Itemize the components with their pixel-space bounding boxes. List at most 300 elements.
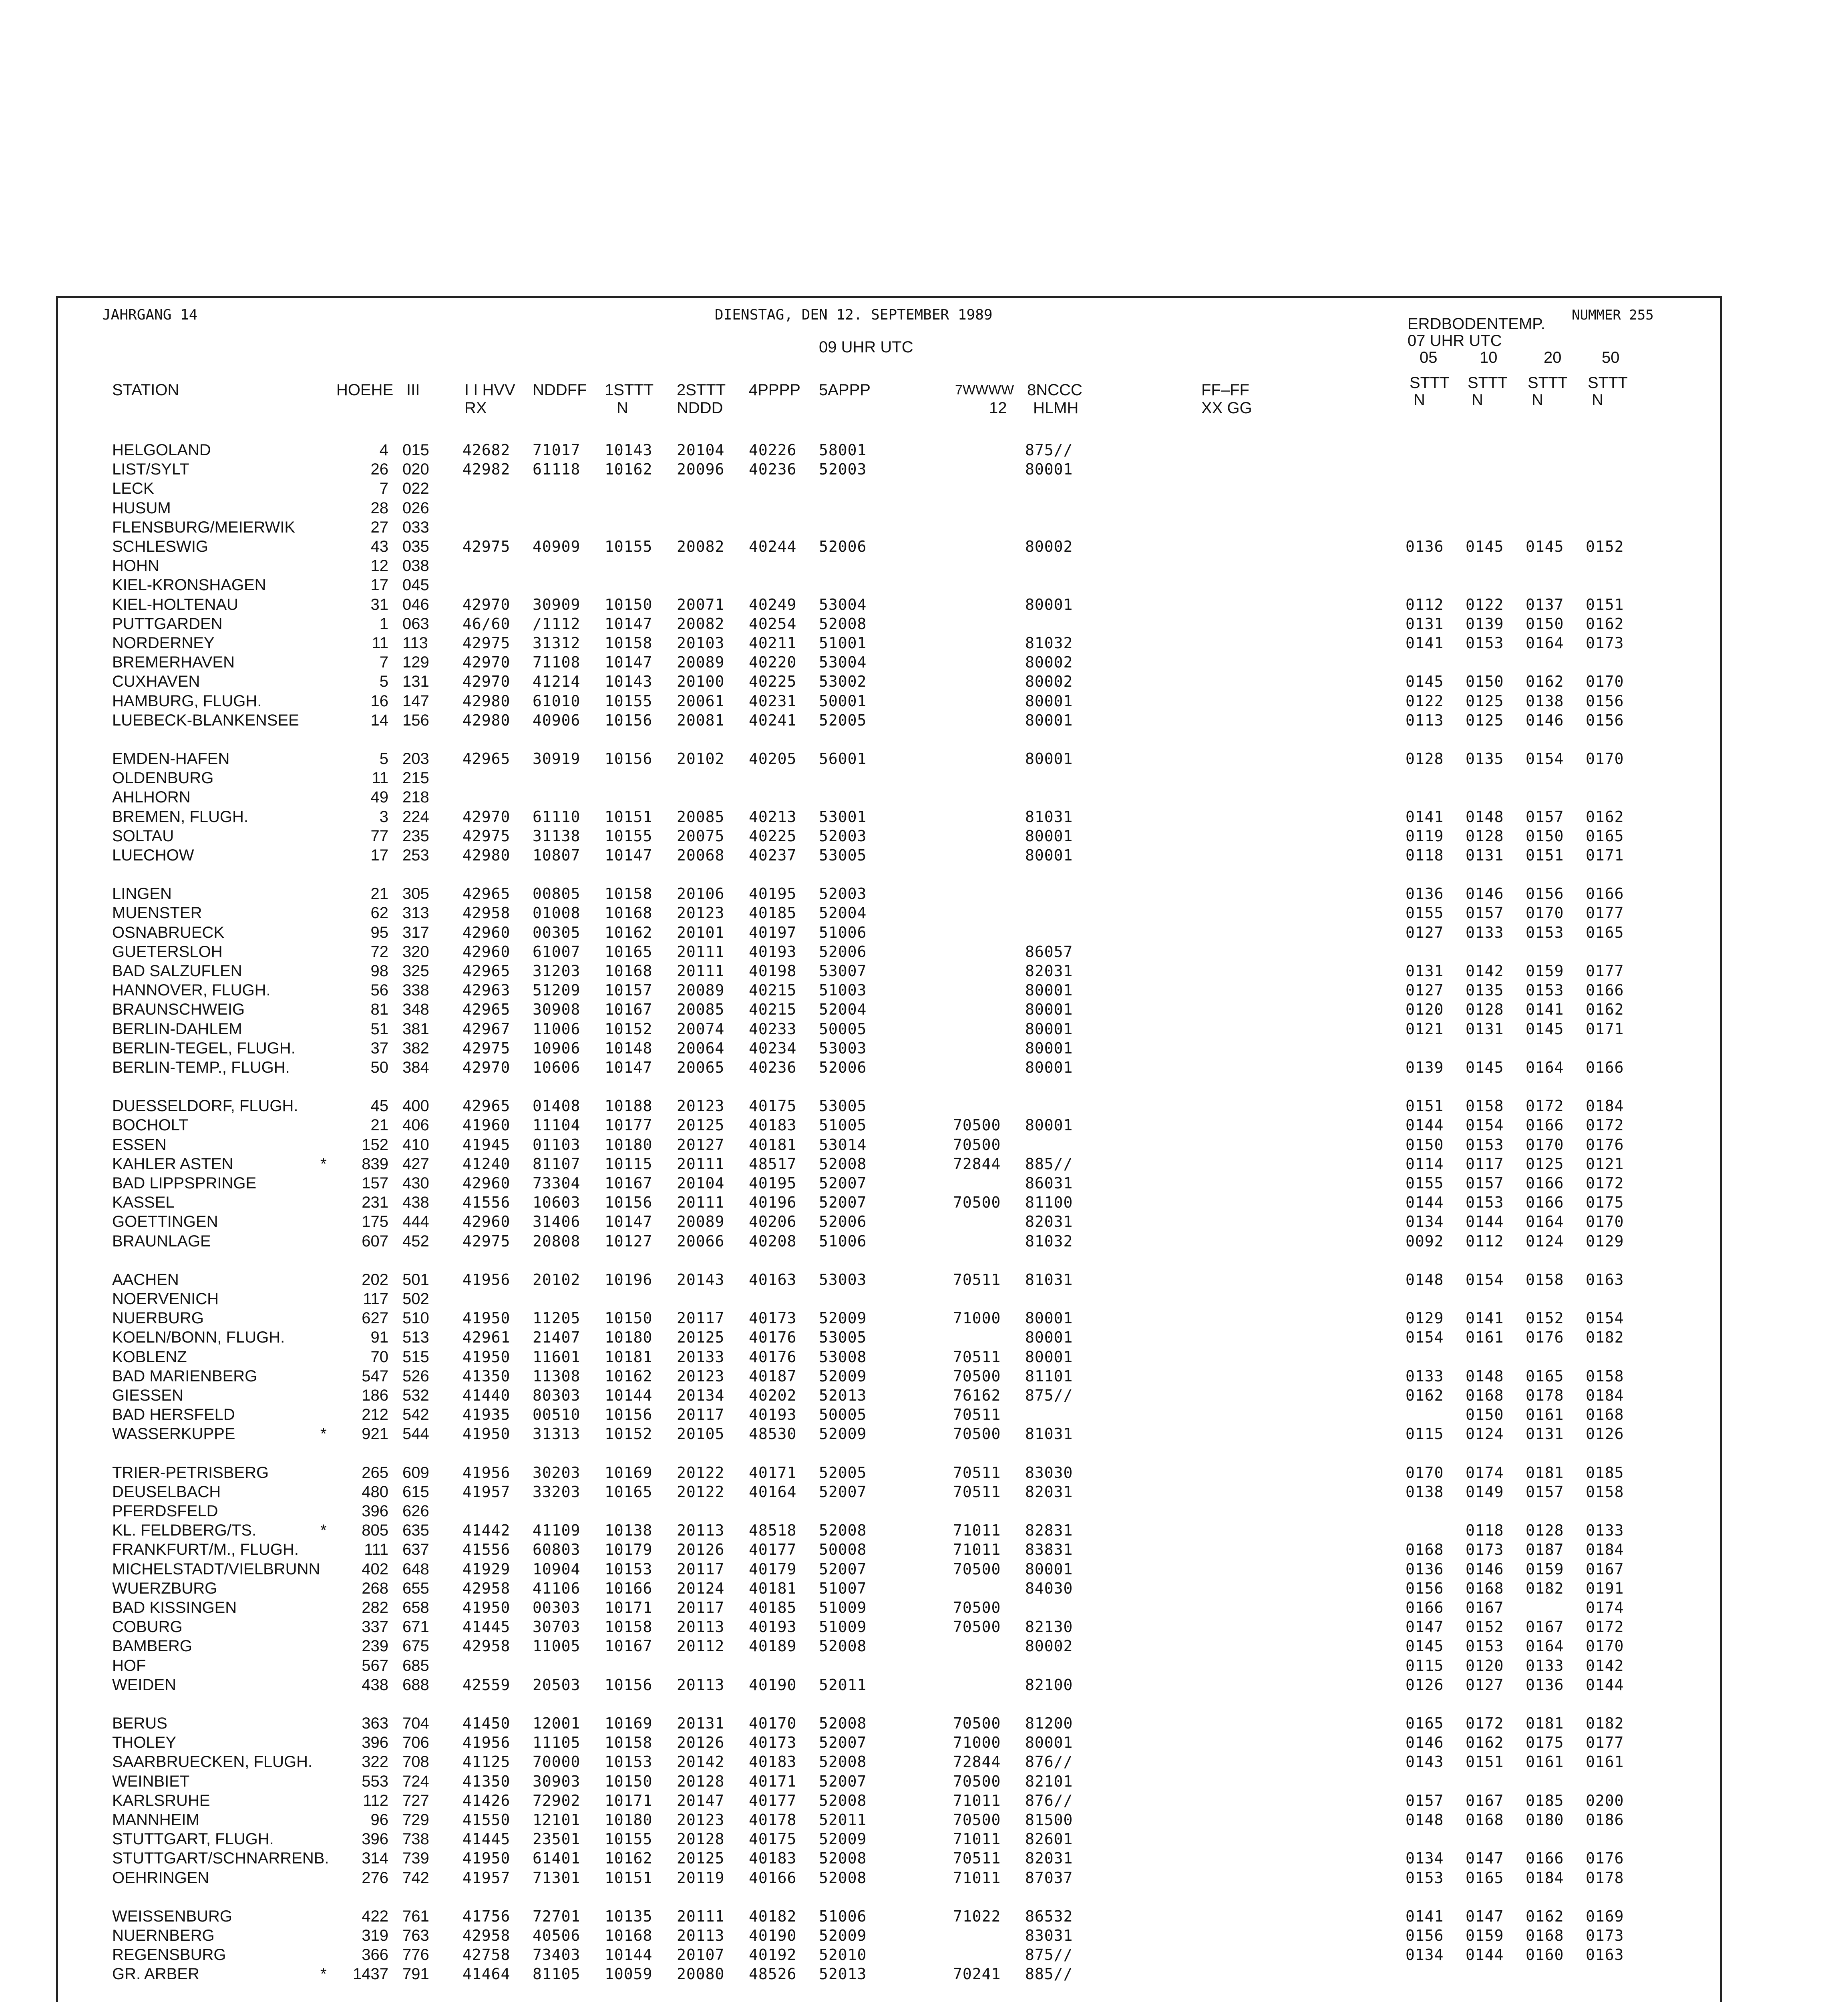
station-row (0, 691, 1848, 711)
station-height: 7 (379, 653, 388, 671)
obs-group: 40185 (749, 904, 797, 922)
obs-group: 40164 (749, 1483, 797, 1501)
soil-temp: 0175 (1586, 1194, 1624, 1212)
soil-temp: 0157 (1466, 1174, 1504, 1192)
soil-depth: 05 (1420, 349, 1438, 366)
soil-temp: 0176 (1586, 1849, 1624, 1867)
station-name: GR. ARBER (112, 1965, 199, 1983)
cloud-group: 84030 (1025, 1579, 1073, 1597)
obs-group: 41957 (463, 1483, 511, 1501)
station-row (0, 942, 1848, 961)
station-height: 91 (370, 1329, 388, 1347)
obs-group: 58001 (819, 441, 867, 459)
soil-temp: 0131 (1466, 846, 1504, 864)
station-height: 627 (362, 1309, 388, 1327)
soil-temp: 0137 (1526, 595, 1564, 613)
obs-group: 40254 (749, 615, 797, 633)
soil-temp: 0152 (1526, 1309, 1564, 1327)
obs-group: 40906 (533, 711, 581, 729)
obs-group: 71301 (533, 1869, 581, 1887)
soil-temp: 0146 (1466, 885, 1504, 903)
station-name: FRANKFURT/M., FLUGH. (112, 1541, 299, 1559)
station-name: AHLHORN (112, 788, 191, 806)
obs-group: 10152 (605, 1425, 653, 1443)
station-height: 366 (362, 1946, 388, 1964)
obs-group: 30908 (533, 1001, 581, 1019)
obs-group: 53007 (819, 962, 867, 980)
obs-group: 40176 (749, 1348, 797, 1366)
station-name: HANNOVER, FLUGH. (112, 981, 271, 999)
obs-group: 20071 (677, 595, 725, 613)
obs-group: 48526 (749, 1965, 797, 1983)
cloud-group: 876// (1025, 1753, 1073, 1771)
obs-group: 51007 (819, 1579, 867, 1597)
obs-group: 10115 (605, 1155, 653, 1173)
obs-group: 20117 (677, 1560, 725, 1578)
mountain-station-mark: * (320, 1425, 327, 1443)
obs-group: 40220 (749, 653, 797, 671)
cloud-group: 80001 (1025, 1039, 1073, 1057)
station-row (0, 1521, 1848, 1540)
soil-temp: 0168 (1466, 1811, 1504, 1829)
soil-temp: 0164 (1526, 1059, 1564, 1076)
obs-group: 42960 (463, 943, 511, 961)
soil-temp: 0139 (1406, 1059, 1444, 1076)
cloud-group: 80002 (1025, 1637, 1073, 1655)
obs-group: 20131 (677, 1715, 725, 1732)
obs-group: 20112 (677, 1637, 725, 1655)
station-height: 276 (362, 1869, 388, 1887)
soil-temp: 0092 (1406, 1232, 1444, 1250)
obs-group: 10165 (605, 943, 653, 961)
station-name: BERUS (112, 1715, 167, 1732)
station-table (0, 440, 1848, 2002)
station-id: 253 (402, 846, 429, 864)
station-name: SCHLESWIG (112, 538, 209, 555)
obs-group: 20102 (533, 1270, 581, 1288)
soil-temp: 0129 (1406, 1309, 1444, 1327)
obs-group: 31406 (533, 1213, 581, 1231)
weather-group: 70500 (953, 1136, 1001, 1154)
weather-group: 70500 (953, 1772, 1001, 1790)
station-name: TRIER-PETRISBERG (112, 1463, 269, 1481)
cloud-group: 82031 (1025, 962, 1073, 980)
soil-temp: 0166 (1526, 1116, 1564, 1134)
obs-group: 10127 (605, 1232, 653, 1250)
station-name: LUEBECK-BLANKENSEE (112, 711, 299, 729)
soil-temp: 0168 (1406, 1541, 1444, 1559)
soil-temp: 0128 (1466, 827, 1504, 845)
soil-temp: 0156 (1586, 711, 1624, 729)
soil-temp: 0170 (1526, 904, 1564, 922)
soil-temp: 0151 (1466, 1753, 1504, 1771)
soil-temp: 0200 (1586, 1791, 1624, 1809)
station-id: 045 (402, 576, 429, 594)
col-soil-50-n: N (1592, 391, 1603, 409)
obs-group: 10167 (605, 1001, 653, 1019)
obs-group: 10158 (605, 1618, 653, 1636)
cloud-group: 875// (1025, 441, 1073, 459)
obs-group: 20111 (677, 962, 725, 980)
obs-group: 20085 (677, 1001, 725, 1019)
cloud-group: 82101 (1025, 1772, 1073, 1790)
obs-group: 42958 (463, 1637, 511, 1655)
obs-group: 12101 (533, 1811, 581, 1829)
station-height: 14 (370, 711, 388, 729)
cloud-group: 81031 (1025, 1270, 1073, 1288)
obs-group: 52007 (819, 1174, 867, 1192)
station-id: 224 (402, 808, 429, 826)
obs-group: 52008 (819, 1849, 867, 1867)
obs-group: 40166 (749, 1869, 797, 1887)
obs-group: 41950 (463, 1599, 511, 1616)
soil-temp: 0173 (1586, 1927, 1624, 1944)
station-name: BAD MARIENBERG (112, 1367, 257, 1385)
obs-group: 10188 (605, 1097, 653, 1115)
station-height: 72 (370, 943, 388, 961)
obs-group: 10150 (605, 595, 653, 613)
soil-temp: 0154 (1466, 1116, 1504, 1134)
station-id: 502 (402, 1290, 429, 1308)
obs-group: 51006 (819, 1232, 867, 1250)
obs-group: 40171 (749, 1772, 797, 1790)
station-height: 43 (370, 538, 388, 555)
station-id: 020 (402, 460, 429, 478)
obs-group: 52005 (819, 711, 867, 729)
soil-temp: 0171 (1586, 1020, 1624, 1038)
station-id: 320 (402, 943, 429, 961)
station-row (0, 1463, 1848, 1482)
obs-group: 42965 (463, 885, 511, 903)
station-id: 215 (402, 769, 429, 787)
station-id: 704 (402, 1715, 429, 1732)
weather-group: 70500 (953, 1811, 1001, 1829)
obs-group: 42980 (463, 846, 511, 864)
station-id: 791 (402, 1965, 429, 1983)
obs-group: 41426 (463, 1791, 511, 1809)
soil-temp: 0148 (1466, 1367, 1504, 1385)
obs-group: 01008 (533, 904, 581, 922)
obs-group: 52007 (819, 1734, 867, 1752)
obs-group: 41350 (463, 1772, 511, 1790)
obs-group: 31312 (533, 634, 581, 652)
obs-group: 40178 (749, 1811, 797, 1829)
soil-temp: 0177 (1586, 904, 1624, 922)
soil-temp: 0153 (1466, 1637, 1504, 1655)
obs-group: 10196 (605, 1270, 653, 1288)
soil-temp: 0184 (1526, 1869, 1564, 1887)
soil-temp: 0168 (1526, 1927, 1564, 1944)
cloud-group: 82100 (1025, 1676, 1073, 1694)
obs-group: 40225 (749, 673, 797, 691)
obs-group: 10151 (605, 1869, 653, 1887)
obs-group: 51009 (819, 1599, 867, 1616)
soil-temp: 0144 (1466, 1946, 1504, 1964)
obs-group: 20119 (677, 1869, 725, 1887)
obs-group: 52007 (819, 1560, 867, 1578)
station-id: 685 (402, 1656, 429, 1674)
station-name: KARLSRUHE (112, 1791, 210, 1809)
obs-group: 41956 (463, 1270, 511, 1288)
obs-group: 40187 (749, 1367, 797, 1385)
obs-group: 40195 (749, 1174, 797, 1192)
weather-group: 71000 (953, 1309, 1001, 1327)
cloud-group: 875// (1025, 1387, 1073, 1404)
obs-group: 40177 (749, 1791, 797, 1809)
obs-group: 42975 (463, 634, 511, 652)
obs-group: 40183 (749, 1753, 797, 1771)
station-id: 038 (402, 557, 429, 575)
station-name: REGENSBURG (112, 1946, 226, 1964)
obs-group: 40176 (749, 1329, 797, 1347)
soil-temp: 0172 (1466, 1715, 1504, 1732)
issue-date: DIENSTAG, DEN 12. SEPTEMBER 1989 (715, 307, 993, 323)
station-row (0, 1617, 1848, 1636)
station-name: BOCHOLT (112, 1116, 189, 1134)
obs-group: 20082 (677, 615, 725, 633)
col-2sttt-nddd: NDDD (677, 399, 723, 417)
cloud-group: 80001 (1025, 711, 1073, 729)
station-id: 513 (402, 1329, 429, 1347)
obs-group: 40234 (749, 1039, 797, 1057)
station-id: 708 (402, 1753, 429, 1771)
obs-group: 40213 (749, 808, 797, 826)
cloud-group: 80001 (1025, 1309, 1073, 1327)
soil-temp: 0173 (1586, 634, 1624, 652)
station-height: 268 (362, 1579, 388, 1597)
obs-group: 20117 (677, 1599, 725, 1616)
station-row (0, 1212, 1848, 1231)
soil-temp: 0131 (1406, 962, 1444, 980)
obs-group: 10168 (605, 904, 653, 922)
soil-temp: 0160 (1526, 1946, 1564, 1964)
obs-group: 11006 (533, 1020, 581, 1038)
obs-group: 10179 (605, 1541, 653, 1559)
soil-temp: 0112 (1466, 1232, 1504, 1250)
station-id: 761 (402, 1907, 429, 1925)
cloud-group: 80001 (1025, 1348, 1073, 1366)
obs-group: 42975 (463, 1232, 511, 1250)
soil-temp: 0165 (1586, 827, 1624, 845)
station-id: 515 (402, 1348, 429, 1366)
obs-group: 30203 (533, 1463, 581, 1481)
station-row (0, 1154, 1848, 1174)
obs-group: 20075 (677, 827, 725, 845)
obs-group: 40179 (749, 1560, 797, 1578)
station-name: THOLEY (112, 1734, 177, 1752)
station-name: DEUSELBACH (112, 1483, 221, 1501)
obs-group: 52003 (819, 885, 867, 903)
obs-group: 41464 (463, 1965, 511, 1983)
soil-temp: 0142 (1586, 1656, 1624, 1674)
soil-temp: 0158 (1466, 1097, 1504, 1115)
obs-group: 42958 (463, 904, 511, 922)
station-height: 157 (362, 1174, 388, 1192)
soil-temp: 0153 (1466, 1194, 1504, 1212)
obs-group: 10162 (605, 460, 653, 478)
soil-temp: 0154 (1406, 1329, 1444, 1347)
soil-temp: 0151 (1586, 595, 1624, 613)
obs-group: 41950 (463, 1348, 511, 1366)
station-name: WEISSENBURG (112, 1907, 233, 1925)
soil-temp: 0156 (1406, 1927, 1444, 1944)
soil-temp: 0149 (1466, 1483, 1504, 1501)
obs-group: 11104 (533, 1116, 581, 1134)
station-row (0, 749, 1848, 768)
soil-temp: 0128 (1466, 1001, 1504, 1019)
station-row (0, 1328, 1848, 1347)
station-id: 063 (402, 615, 429, 633)
obs-group: 10162 (605, 923, 653, 941)
obs-group: 40198 (749, 962, 797, 980)
soil-temp: 0158 (1526, 1270, 1564, 1288)
col-8nccc-hlmh: HLMH (1033, 399, 1079, 417)
soil-temp: 0185 (1586, 1463, 1624, 1481)
mountain-station-mark: * (320, 1522, 327, 1540)
station-row (0, 1636, 1848, 1656)
obs-group: 48517 (749, 1155, 797, 1173)
obs-group: 52007 (819, 1194, 867, 1212)
obs-group: 61401 (533, 1849, 581, 1867)
obs-group: 52003 (819, 460, 867, 478)
station-id: 313 (402, 904, 429, 922)
obs-group: 10157 (605, 981, 653, 999)
obs-group: 11308 (533, 1367, 581, 1385)
soil-temp: 0147 (1406, 1618, 1444, 1636)
obs-group: 41214 (533, 673, 581, 691)
jahrgang: JAHRGANG 14 (102, 307, 198, 323)
soil-temp: 0120 (1466, 1656, 1504, 1674)
station-height: 3 (379, 808, 388, 826)
soil-temp: 0133 (1406, 1367, 1444, 1385)
obs-group: 10059 (605, 1965, 653, 1983)
obs-group: 41350 (463, 1367, 511, 1385)
soil-temp: 0134 (1406, 1213, 1444, 1231)
obs-group: 20081 (677, 711, 725, 729)
soil-temp: 0162 (1526, 673, 1564, 691)
soil-temp: 0163 (1586, 1946, 1624, 1964)
station-name: WUERZBURG (112, 1579, 217, 1597)
soil-temp: 0129 (1586, 1232, 1624, 1250)
station-row (0, 479, 1848, 498)
obs-group: 20117 (677, 1406, 725, 1424)
col-1sttt-n: N (617, 399, 628, 417)
obs-group: 20061 (677, 692, 725, 710)
weather-group: 71011 (953, 1830, 1001, 1848)
station-row (0, 1289, 1848, 1309)
station-id: 410 (402, 1136, 429, 1154)
station-height: 438 (362, 1676, 388, 1694)
soil-temp: 0162 (1586, 615, 1624, 633)
obs-group: 10147 (605, 1059, 653, 1076)
soil-temp: 0145 (1466, 538, 1504, 555)
soil-temp: 0134 (1406, 1946, 1444, 1964)
obs-group: 40173 (749, 1309, 797, 1327)
obs-group: 10147 (605, 846, 653, 864)
obs-group: 10180 (605, 1329, 653, 1347)
obs-group: 42980 (463, 692, 511, 710)
obs-group: 10162 (605, 1849, 653, 1867)
obs-group: 40215 (749, 1001, 797, 1019)
soil-temp: 0145 (1406, 673, 1444, 691)
soil-temp: 0177 (1586, 1734, 1624, 1752)
weather-group: 70500 (953, 1367, 1001, 1385)
obs-group: 52006 (819, 1059, 867, 1076)
obs-group: 52009 (819, 1309, 867, 1327)
soil-temp: 0157 (1406, 1791, 1444, 1809)
obs-group: 10168 (605, 962, 653, 980)
station-row (0, 518, 1848, 537)
obs-group: 41440 (463, 1387, 511, 1404)
soil-temp: 0141 (1466, 1309, 1504, 1327)
station-id: 688 (402, 1676, 429, 1694)
weather-group: 70500 (953, 1560, 1001, 1578)
obs-group: 42965 (463, 962, 511, 980)
obs-group: 72902 (533, 1791, 581, 1809)
obs-group: 10156 (605, 1194, 653, 1212)
station-name: KIEL-KRONSHAGEN (112, 576, 266, 594)
soil-temp: 0166 (1586, 981, 1624, 999)
weather-group: 70500 (953, 1194, 1001, 1212)
obs-group: 42965 (463, 1001, 511, 1019)
soil-temp: 0150 (1526, 827, 1564, 845)
obs-group: 52006 (819, 943, 867, 961)
col-iii: III (406, 381, 420, 399)
obs-group: 31138 (533, 827, 581, 845)
obs-group: 40208 (749, 1232, 797, 1250)
obs-group: 71108 (533, 653, 581, 671)
station-height: 31 (370, 595, 388, 613)
weather-group: 70500 (953, 1599, 1001, 1616)
soil-temp: 0175 (1526, 1734, 1564, 1752)
soil-temp: 0165 (1586, 923, 1624, 941)
station-height: 26 (370, 460, 388, 478)
obs-group: 20106 (677, 885, 725, 903)
obs-group: 20100 (677, 673, 725, 691)
obs-group: 50001 (819, 692, 867, 710)
obs-group: 10147 (605, 1213, 653, 1231)
obs-group: 11205 (533, 1309, 581, 1327)
soil-temp: 0172 (1586, 1174, 1624, 1192)
soil-temp: 0159 (1466, 1927, 1504, 1944)
station-row (0, 961, 1848, 981)
station-row (0, 788, 1848, 807)
cloud-group: 81031 (1025, 1425, 1073, 1443)
obs-group: 10168 (605, 1927, 653, 1944)
obs-group: 20089 (677, 1213, 725, 1231)
station-height: 95 (370, 923, 388, 941)
weather-group: 70241 (953, 1965, 1001, 1983)
weather-group: 70511 (953, 1348, 1001, 1366)
station-name: WASSERKUPPE (112, 1425, 235, 1443)
soil-temp: 0135 (1466, 981, 1504, 999)
obs-group: 41957 (463, 1869, 511, 1887)
cloud-group: 86031 (1025, 1174, 1073, 1192)
obs-group: 23501 (533, 1830, 581, 1848)
obs-group: 10138 (605, 1522, 653, 1540)
station-id: 671 (402, 1618, 429, 1636)
station-row (0, 1367, 1848, 1386)
soil-temp: 0153 (1466, 1136, 1504, 1154)
soil-temp: 0170 (1586, 750, 1624, 768)
col-7wwww-12: 12 (989, 399, 1007, 417)
soil-temp: 0164 (1526, 1213, 1564, 1231)
obs-group: 42758 (463, 1946, 511, 1964)
obs-group: 52008 (819, 615, 867, 633)
cloud-group: 82831 (1025, 1522, 1073, 1540)
soil-temp: 0165 (1406, 1715, 1444, 1732)
soil-temp: 0162 (1526, 1907, 1564, 1925)
